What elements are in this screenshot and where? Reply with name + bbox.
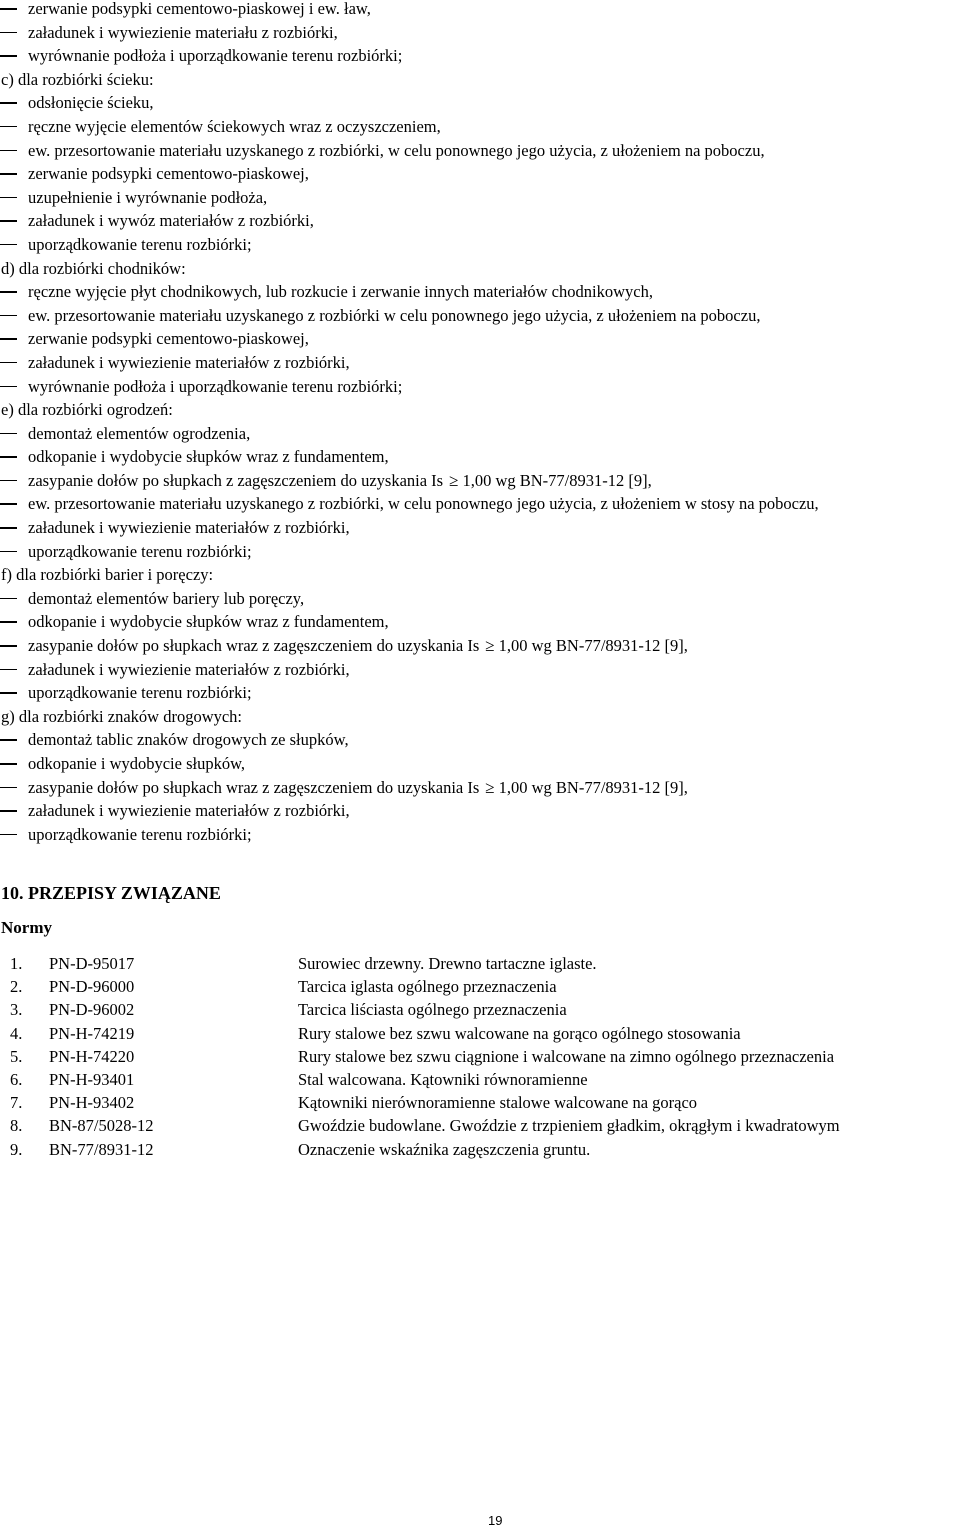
list-item bbox=[0, 492, 960, 516]
list-item-text: zerwanie podsypki cementowo-piaskowej, bbox=[28, 329, 309, 349]
norm-number: 4. bbox=[10, 1023, 23, 1043]
list-item bbox=[0, 0, 960, 21]
subsection-label bbox=[0, 257, 960, 281]
norm-description: Oznaczenie wskaźnika zagęszczenia gruntu. bbox=[298, 1139, 591, 1159]
list-item-text: ręczne wyjęcie elementów ściekowych wraz z oczyszczeniem, bbox=[28, 116, 441, 136]
subsection-label bbox=[0, 563, 960, 587]
dash-bullet-icon bbox=[0, 197, 17, 199]
greater-equal-symbol: ≥ bbox=[449, 470, 459, 490]
norm-description: Rury stalowe bez szwu walcowane na gorąco ogólnego stosowania bbox=[298, 1023, 741, 1043]
subsection-label bbox=[0, 705, 960, 729]
list-item-text: zerwanie podsypki cementowo-piaskowej, bbox=[28, 164, 309, 184]
dash-bullet-icon bbox=[0, 150, 17, 152]
dash-bullet-icon bbox=[0, 456, 17, 458]
dash-bullet-icon bbox=[0, 102, 17, 104]
dash-bullet-icon bbox=[0, 32, 17, 34]
page-number: 19 bbox=[488, 1513, 503, 1528]
list-item-text: demontaż tablic znaków drogowych ze słupków, bbox=[28, 730, 349, 750]
list-item-text: demontaż elementów bariery lub poręczy, bbox=[28, 588, 305, 608]
dash-bullet-icon bbox=[0, 480, 17, 482]
list-item bbox=[0, 139, 960, 163]
norm-code: PN-H-93401 bbox=[49, 1069, 135, 1089]
norm-code: PN-D-96000 bbox=[49, 977, 135, 997]
list-item bbox=[0, 186, 960, 210]
dash-bullet-icon bbox=[0, 787, 17, 789]
list-item-text: zasypanie dołów po słupkach wraz z zagęszczeniem do uzyskania Is ≥ 1,00 wg BN-77/8931-12 [9], bbox=[28, 776, 688, 800]
norm-row bbox=[0, 1045, 960, 1068]
norm-code: PN-H-74219 bbox=[49, 1023, 135, 1043]
norm-code: PN-D-95017 bbox=[49, 954, 135, 973]
list-item bbox=[0, 587, 960, 611]
list-item-text: wyrównanie podłoża i uporządkowanie terenu rozbiórki; bbox=[28, 376, 403, 396]
dash-bullet-icon bbox=[0, 834, 17, 836]
list-item bbox=[0, 752, 960, 776]
norm-number: 1. bbox=[10, 954, 23, 973]
dash-bullet-icon bbox=[0, 291, 17, 293]
norm-number: 7. bbox=[10, 1093, 23, 1113]
list-item bbox=[0, 776, 960, 800]
list-item-text: uporządkowanie terenu rozbiórki; bbox=[28, 824, 252, 844]
norm-description: Gwoździe budowlane. Gwoździe z trzpieniem gładkim, okrągłym i kwadratowym bbox=[298, 1116, 840, 1136]
norm-description: Surowiec drzewny. Drewno tartaczne iglaste. bbox=[298, 954, 597, 973]
list-item-text: załadunek i wywiezienie materiałów z rozbiórki, bbox=[28, 801, 350, 821]
norm-code: PN-D-96002 bbox=[49, 1000, 135, 1020]
list-item-text: załadunek i wywiezienie materiałów z rozbiórki, bbox=[28, 518, 350, 538]
list-item bbox=[0, 91, 960, 115]
list-item bbox=[0, 304, 960, 328]
list-item-text: g) dla rozbiórki znaków drogowych: bbox=[1, 706, 243, 726]
list-item-text: uporządkowanie terenu rozbiórki; bbox=[28, 234, 252, 254]
norm-row bbox=[0, 1114, 960, 1137]
dash-bullet-icon bbox=[0, 244, 17, 246]
list-item-text: f) dla rozbiórki barier i poręczy: bbox=[1, 565, 214, 585]
list-item bbox=[0, 728, 960, 752]
list-item bbox=[0, 115, 960, 139]
greater-equal-symbol: ≥ bbox=[485, 636, 495, 656]
list-item-text: załadunek i wywiezienie materiałów z rozbiórki, bbox=[28, 659, 350, 679]
dash-bullet-icon bbox=[0, 315, 17, 317]
dash-bullet-icon bbox=[0, 810, 17, 812]
list-item-text: załadunek i wywiezienie materiałów z rozbiórki, bbox=[28, 352, 350, 372]
list-item-text: ew. przesortowanie materiału uzyskanego z rozbiórki, w celu ponownego jego użycia, z ułożeniem na poboczu, bbox=[28, 140, 765, 160]
norm-code: BN-87/5028-12 bbox=[49, 1116, 154, 1136]
list-item bbox=[0, 823, 960, 847]
norm-description: Tarcica liściasta ogólnego przeznaczenia bbox=[298, 1000, 567, 1020]
list-item-text: d) dla rozbiórki chodników: bbox=[1, 258, 186, 278]
list-item bbox=[0, 445, 960, 469]
norm-code: BN-77/8931-12 bbox=[49, 1139, 154, 1159]
list-item-text: uzupełnienie i wyrównanie podłoża, bbox=[28, 187, 268, 207]
list-item bbox=[0, 469, 960, 493]
dash-bullet-icon bbox=[0, 126, 17, 128]
norm-number: 8. bbox=[10, 1116, 23, 1136]
norm-code: PN-H-93402 bbox=[49, 1093, 135, 1113]
section-heading: 10. PRZEPISY ZWIĄZANE bbox=[1, 883, 221, 903]
dash-bullet-icon bbox=[0, 598, 17, 600]
dash-bullet-icon bbox=[0, 173, 17, 175]
norm-row bbox=[0, 975, 960, 998]
norm-row bbox=[0, 998, 960, 1021]
list-item bbox=[0, 44, 960, 68]
dash-bullet-icon bbox=[0, 645, 17, 647]
dash-bullet-icon bbox=[0, 551, 17, 553]
norm-number: 6. bbox=[10, 1069, 23, 1089]
norm-description: Tarcica iglasta ogólnego przeznaczenia bbox=[298, 977, 557, 997]
list-item bbox=[0, 351, 960, 375]
norm-row bbox=[0, 952, 960, 975]
list-item bbox=[0, 162, 960, 186]
list-item bbox=[0, 209, 960, 233]
list-item bbox=[0, 610, 960, 634]
dash-bullet-icon bbox=[0, 386, 17, 388]
list-item-text: uporządkowanie terenu rozbiórki; bbox=[28, 683, 252, 703]
list-item-text: c) dla rozbiórki ścieku: bbox=[1, 69, 154, 89]
dash-bullet-icon bbox=[0, 692, 17, 694]
list-item-text: zerwanie podsypki cementowo-piaskowej i ew. ław, bbox=[28, 0, 371, 18]
dash-bullet-icon bbox=[0, 739, 17, 741]
norm-number: 3. bbox=[10, 1000, 23, 1020]
list-item bbox=[0, 540, 960, 564]
dash-bullet-icon bbox=[0, 621, 17, 623]
norm-description: Kątowniki nierównoramienne stalowe walcowane na gorąco bbox=[298, 1093, 698, 1113]
dash-bullet-icon bbox=[0, 338, 17, 340]
list-item-text: ręczne wyjęcie płyt chodnikowych, lub rozkucie i zerwanie innych materiałów chodnikowych, bbox=[28, 282, 653, 302]
dash-bullet-icon bbox=[0, 433, 17, 435]
list-item bbox=[0, 422, 960, 446]
list-item bbox=[0, 280, 960, 304]
greater-equal-symbol: ≥ bbox=[485, 777, 495, 797]
norm-row bbox=[0, 1022, 960, 1045]
list-item-text: uporządkowanie terenu rozbiórki; bbox=[28, 541, 252, 561]
norms-list bbox=[0, 952, 960, 1161]
list-item-text: odsłonięcie ścieku, bbox=[28, 93, 154, 113]
norm-row bbox=[0, 1138, 960, 1161]
list-item-text: wyrównanie podłoża i uporządkowanie terenu rozbiórki; bbox=[28, 46, 403, 66]
norm-code: PN-H-74220 bbox=[49, 1046, 135, 1066]
list-item bbox=[0, 516, 960, 540]
list-item-text: załadunek i wywiezienie materiału z rozbiórki, bbox=[28, 22, 338, 42]
list-item-text: ew. przesortowanie materiału uzyskanego z rozbiórki w celu ponownego jego użycia, z ułożeniem na poboczu, bbox=[28, 305, 761, 325]
norm-description: Stal walcowana. Kątowniki równoramienne bbox=[298, 1069, 588, 1089]
list-item-text: odkopanie i wydobycie słupków wraz z fundamentem, bbox=[28, 447, 389, 467]
list-item bbox=[0, 21, 960, 45]
dash-bullet-icon bbox=[0, 527, 17, 529]
norm-number: 5. bbox=[10, 1046, 23, 1066]
list-item bbox=[0, 681, 960, 705]
list-item bbox=[0, 375, 960, 399]
list-item bbox=[0, 327, 960, 351]
list-item-text: odkopanie i wydobycie słupków wraz z fundamentem, bbox=[28, 612, 389, 632]
list-item bbox=[0, 658, 960, 682]
dash-bullet-icon bbox=[0, 503, 17, 505]
list-item bbox=[0, 233, 960, 257]
dash-bullet-icon bbox=[0, 763, 17, 765]
subsection-label bbox=[0, 398, 960, 422]
norm-number: 9. bbox=[10, 1139, 23, 1159]
list-item-text: zasypanie dołów po słupkach wraz z zagęszczeniem do uzyskania Is ≥ 1,00 wg BN-77/8931-12 [9], bbox=[28, 634, 688, 658]
dash-bullet-icon bbox=[0, 220, 17, 222]
list-item-text: załadunek i wywóz materiałów z rozbiórki, bbox=[28, 211, 314, 231]
subsection-label bbox=[0, 68, 960, 92]
list-item-text: odkopanie i wydobycie słupków, bbox=[28, 754, 246, 773]
norm-row bbox=[0, 1068, 960, 1091]
list-item-text: e) dla rozbiórki ogrodzeń: bbox=[1, 400, 173, 420]
list-item bbox=[0, 634, 960, 658]
dash-bullet-icon bbox=[0, 362, 17, 364]
dash-bullet-icon bbox=[0, 55, 17, 57]
dash-bullet-icon bbox=[0, 8, 17, 10]
list-item bbox=[0, 799, 960, 823]
norm-number: 2. bbox=[10, 977, 23, 997]
section-subheading: Normy bbox=[1, 918, 52, 937]
dash-bullet-icon bbox=[0, 669, 17, 671]
norm-row bbox=[0, 1091, 960, 1114]
list-item-text: zasypanie dołów po słupkach z zagęszczeniem do uzyskania Is ≥ 1,00 wg BN-77/8931-12 [9], bbox=[28, 469, 652, 493]
list-item-text: ew. przesortowanie materiału uzyskanego z rozbiórki, w celu ponownego jego użycia, z ułożeniem w stosy na poboczu, bbox=[28, 494, 819, 514]
norm-description: Rury stalowe bez szwu ciągnione i walcowane na zimno ogólnego przeznaczenia bbox=[298, 1046, 835, 1066]
list-item-text: demontaż elementów ogrodzenia, bbox=[28, 423, 251, 443]
